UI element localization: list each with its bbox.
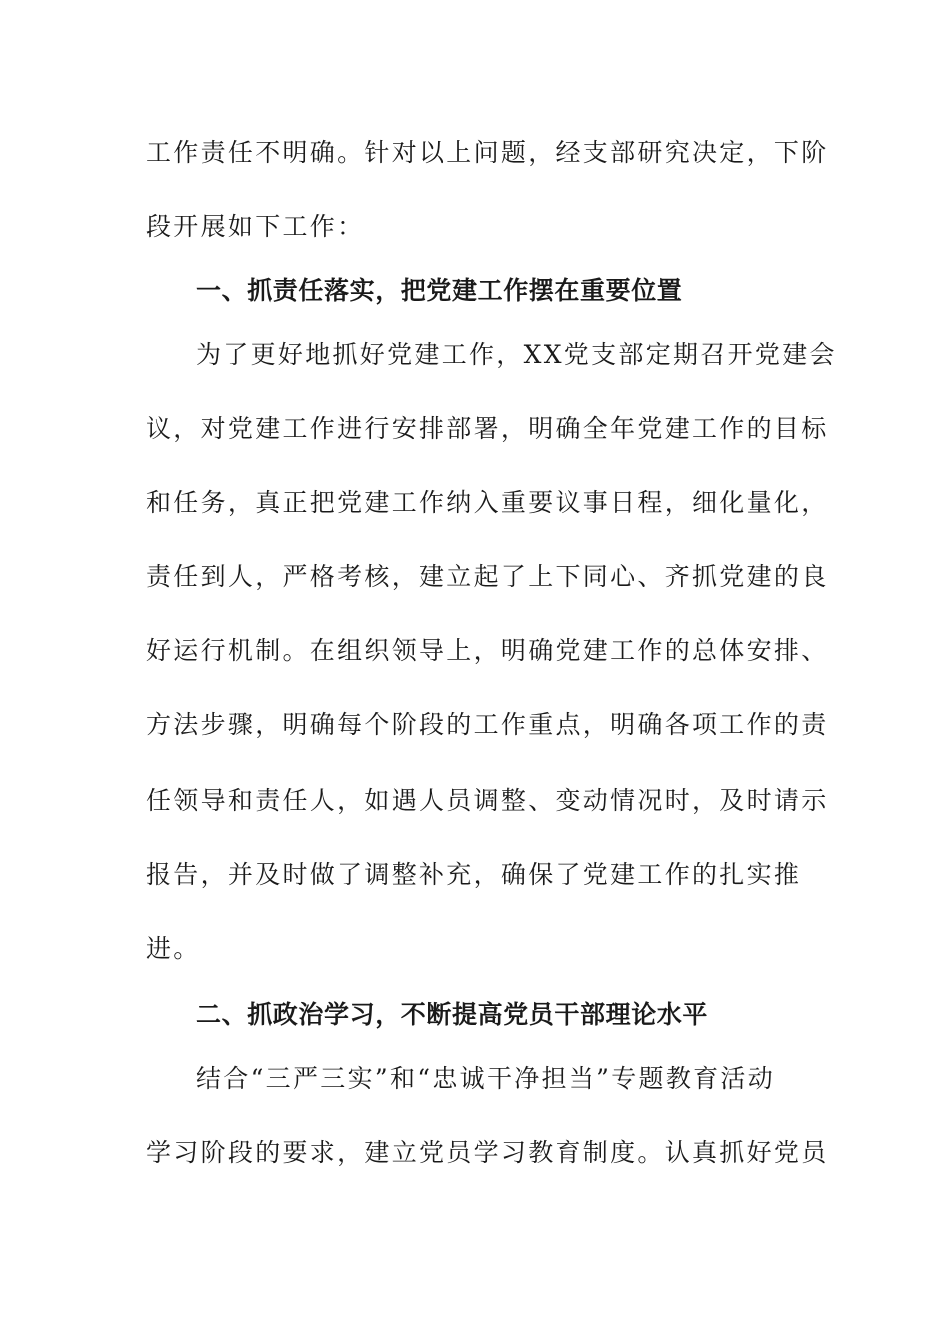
section-heading-1: 一、抓责任落实，把党建工作摆在重要位置 — [196, 276, 683, 305]
body-text-line: 段开展如下工作： — [146, 212, 365, 241]
body-text-line: 报告，并及时做了调整补充，确保了党建工作的扎实推 — [146, 860, 802, 889]
body-text-line: 好运行机制。在组织领导上，明确党建工作的总体安排、 — [146, 636, 829, 665]
body-text-line: 结合“三严三实”和“忠诚干净担当”专题教育活动 — [196, 1064, 776, 1093]
body-text-line: 工作责任不明确。针对以上问题，经支部研究决定，下阶 — [146, 138, 829, 167]
body-text-line: 责任到人，严格考核，建立起了上下同心、齐抓党建的良 — [146, 562, 829, 591]
body-text-line: 和任务，真正把党建工作纳入重要议事日程，细化量化， — [146, 488, 829, 517]
body-text-line: 学习阶段的要求，建立党员学习教育制度。认真抓好党员 — [146, 1138, 829, 1167]
body-text-line: 任领导和责任人，如遇人员调整、变动情况时，及时请示 — [146, 786, 829, 815]
section-heading-2: 二、抓政治学习，不断提高党员干部理论水平 — [196, 1000, 709, 1029]
body-text-line: 方法步骤，明确每个阶段的工作重点，明确各项工作的责 — [146, 710, 829, 739]
body-text-line: 为了更好地抓好党建工作，XX党支部定期召开党建会 — [196, 340, 837, 369]
body-text-line: 议，对党建工作进行安排部署，明确全年党建工作的目标 — [146, 414, 829, 443]
body-text-line: 进。 — [146, 934, 201, 963]
